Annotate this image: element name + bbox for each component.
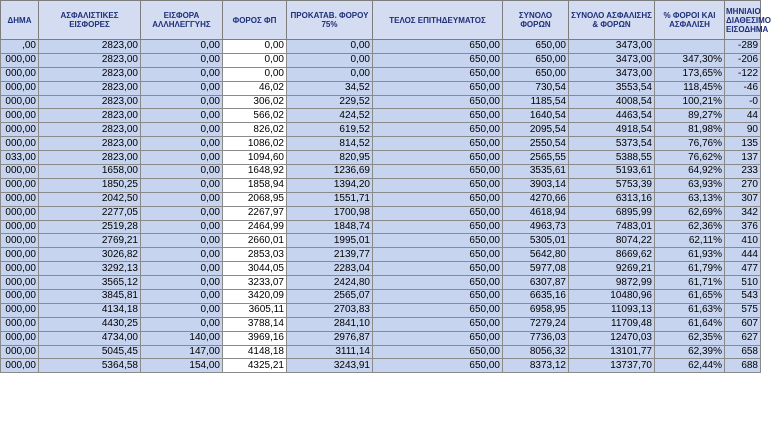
table-cell[interactable]: 8669,62 <box>569 248 655 262</box>
table-cell[interactable]: 650,00 <box>503 67 569 81</box>
table-cell[interactable]: 2277,05 <box>39 206 141 220</box>
table-cell[interactable]: 627 <box>725 331 761 345</box>
table-cell[interactable]: 3845,81 <box>39 290 141 304</box>
table-cell[interactable]: 3535,61 <box>503 165 569 179</box>
table-cell[interactable]: 270 <box>725 178 761 192</box>
table-cell[interactable]: 1850,25 <box>39 178 141 192</box>
table-cell[interactable]: 7736,03 <box>503 331 569 345</box>
table-cell[interactable]: 000,00 <box>1 248 39 262</box>
table-cell[interactable]: 1236,69 <box>287 165 373 179</box>
table-cell[interactable]: 3903,14 <box>503 178 569 192</box>
table-cell[interactable]: 2519,28 <box>39 220 141 234</box>
table-row <box>1 53 761 67</box>
table-cell[interactable]: 2042,50 <box>39 192 141 206</box>
table-cell[interactable]: 1648,92 <box>223 165 287 179</box>
table-row <box>1 262 761 276</box>
table-cell[interactable]: 2550,54 <box>503 137 569 151</box>
table-row <box>1 303 761 317</box>
table-cell[interactable]: 2565,07 <box>287 290 373 304</box>
table-cell[interactable]: 4918,54 <box>569 123 655 137</box>
header-cell[interactable]: ΔΗΜΑ <box>1 1 39 40</box>
table-cell[interactable]: 000,00 <box>1 331 39 345</box>
header-cell[interactable]: ΣΥΝΟΛΟ ΦΟΡΩΝ <box>503 1 569 40</box>
table-cell[interactable]: 2769,21 <box>39 234 141 248</box>
table-cell[interactable]: 820,95 <box>287 151 373 165</box>
table-cell[interactable]: 000,00 <box>1 234 39 248</box>
table-cell[interactable]: 000,00 <box>1 123 39 137</box>
table-cell[interactable]: 76,76% <box>655 137 725 151</box>
table-cell[interactable]: 0,00 <box>223 53 287 67</box>
table-cell[interactable]: 650,00 <box>373 123 503 137</box>
table-cell[interactable]: 1086,02 <box>223 137 287 151</box>
table-row <box>1 290 761 304</box>
table-cell[interactable]: 575 <box>725 303 761 317</box>
table-cell[interactable]: 3233,07 <box>223 276 287 290</box>
table-cell[interactable]: 000,00 <box>1 165 39 179</box>
table-cell[interactable]: -289 <box>725 40 761 54</box>
table-cell[interactable]: 000,00 <box>1 67 39 81</box>
table-cell[interactable]: 10480,96 <box>569 290 655 304</box>
table-cell[interactable]: 543 <box>725 290 761 304</box>
header-cell[interactable]: ΜΗΝΙΑΙΟ ΔΙΑΘΕΣΙΜΟ ΕΙΣΟΔΗΜΑ <box>725 1 761 40</box>
table-cell[interactable]: 0,00 <box>141 81 223 95</box>
table-cell[interactable]: 1394,20 <box>287 178 373 192</box>
table-cell[interactable]: 444 <box>725 248 761 262</box>
table-cell[interactable]: 000,00 <box>1 192 39 206</box>
table-cell[interactable]: 000,00 <box>1 359 39 373</box>
table-row <box>1 109 761 123</box>
table-cell[interactable]: 6958,95 <box>503 303 569 317</box>
header-cell[interactable]: ΤΕΛΟΣ ΕΠΙΤΗΔΕΥΜΑΤΟΣ <box>373 1 503 40</box>
table-cell[interactable]: 13101,77 <box>569 345 655 359</box>
table-cell[interactable]: 650,00 <box>373 192 503 206</box>
table-cell[interactable]: 650,00 <box>373 220 503 234</box>
table-cell[interactable]: 2267,97 <box>223 206 287 220</box>
table-cell[interactable]: 814,52 <box>287 137 373 151</box>
table-row <box>1 317 761 331</box>
table-cell[interactable]: 607 <box>725 317 761 331</box>
table-cell[interactable]: 3473,00 <box>569 53 655 67</box>
table-cell[interactable]: 4008,54 <box>569 95 655 109</box>
table-cell[interactable]: 000,00 <box>1 53 39 67</box>
table-cell[interactable]: 306,02 <box>223 95 287 109</box>
table-cell[interactable]: 0,00 <box>141 137 223 151</box>
table-cell[interactable]: 650,00 <box>373 206 503 220</box>
table-cell[interactable]: 650,00 <box>373 234 503 248</box>
table-cell[interactable]: 5364,58 <box>39 359 141 373</box>
table-cell[interactable]: -0 <box>725 95 761 109</box>
table-row <box>1 206 761 220</box>
table-cell[interactable]: 0,00 <box>223 67 287 81</box>
table-cell[interactable]: 1185,54 <box>503 95 569 109</box>
header-cell[interactable]: % ΦΟΡΟΙ ΚΑΙ ΑΣΦΑΛΙΣΗ <box>655 1 725 40</box>
table-cell[interactable]: 61,64% <box>655 317 725 331</box>
table-cell[interactable]: 61,79% <box>655 262 725 276</box>
header-cell[interactable]: ΠΡΟΚΑΤΑΒ. ΦΟΡΟΥ 75% <box>287 1 373 40</box>
table-cell[interactable]: 62,44% <box>655 359 725 373</box>
table-cell[interactable]: 0,00 <box>141 290 223 304</box>
header-cell[interactable]: ΣΥΝΟΛΟ ΑΣΦΑΛΙΣΗΣ & ΦΟΡΩΝ <box>569 1 655 40</box>
table-cell[interactable]: 650,00 <box>373 303 503 317</box>
table-cell[interactable]: 0,00 <box>141 40 223 54</box>
table-cell[interactable]: 2823,00 <box>39 67 141 81</box>
table-cell[interactable]: 7279,24 <box>503 317 569 331</box>
table-cell[interactable]: 650,00 <box>373 137 503 151</box>
table-cell[interactable]: 1551,71 <box>287 192 373 206</box>
table-cell[interactable]: 100,21% <box>655 95 725 109</box>
table-cell[interactable]: 0,00 <box>141 165 223 179</box>
table-row <box>1 67 761 81</box>
table-cell[interactable]: 0,00 <box>141 192 223 206</box>
table-cell[interactable]: 5388,55 <box>569 151 655 165</box>
table-cell[interactable]: 650,00 <box>373 178 503 192</box>
table-cell[interactable]: 0,00 <box>141 67 223 81</box>
table-cell[interactable]: 4618,94 <box>503 206 569 220</box>
table-cell[interactable]: 650,00 <box>373 81 503 95</box>
table-row <box>1 137 761 151</box>
table-cell[interactable]: 61,63% <box>655 303 725 317</box>
table-cell[interactable]: 1640,54 <box>503 109 569 123</box>
table-cell[interactable]: 1858,94 <box>223 178 287 192</box>
table-cell[interactable]: 650,00 <box>373 165 503 179</box>
table-row <box>1 151 761 165</box>
header-row <box>1 1 761 40</box>
table-cell[interactable]: 5753,39 <box>569 178 655 192</box>
table-cell[interactable]: 2841,10 <box>287 317 373 331</box>
table-cell[interactable]: 0,00 <box>141 303 223 317</box>
table-cell[interactable]: 173,65% <box>655 67 725 81</box>
table-body <box>1 40 761 373</box>
header-cell[interactable]: ΑΣΦΑΛΙΣΤΙΚΕΣ ΕΙΣΦΟΡΕΣ <box>39 1 141 40</box>
table-cell[interactable]: 0,00 <box>141 220 223 234</box>
table-cell[interactable]: 76,62% <box>655 151 725 165</box>
table-cell[interactable]: 826,02 <box>223 123 287 137</box>
table-cell[interactable]: 0,00 <box>141 53 223 67</box>
table-cell[interactable]: 3473,00 <box>569 67 655 81</box>
table-cell[interactable]: 650,00 <box>373 290 503 304</box>
table-cell[interactable]: 81,98% <box>655 123 725 137</box>
table-cell[interactable]: 0,00 <box>287 67 373 81</box>
table-cell[interactable]: 0,00 <box>287 40 373 54</box>
table-cell[interactable]: 000,00 <box>1 81 39 95</box>
table-cell[interactable]: 0,00 <box>141 109 223 123</box>
table-cell[interactable]: 135 <box>725 137 761 151</box>
table-cell[interactable]: 000,00 <box>1 345 39 359</box>
table-cell[interactable]: 000,00 <box>1 262 39 276</box>
table-cell[interactable]: 650,00 <box>373 345 503 359</box>
table-cell[interactable]: 376 <box>725 220 761 234</box>
table-cell[interactable]: 11093,13 <box>569 303 655 317</box>
table-cell[interactable]: 5305,01 <box>503 234 569 248</box>
table-cell[interactable]: 650,00 <box>373 67 503 81</box>
table-cell[interactable]: 658 <box>725 345 761 359</box>
table-cell[interactable]: 61,65% <box>655 290 725 304</box>
table-cell[interactable]: 4463,54 <box>569 109 655 123</box>
table-cell[interactable]: 3605,11 <box>223 303 287 317</box>
table-cell[interactable]: 90 <box>725 123 761 137</box>
table-cell[interactable]: 6313,16 <box>569 192 655 206</box>
table-cell[interactable]: 5977,08 <box>503 262 569 276</box>
table-cell[interactable]: 477 <box>725 262 761 276</box>
table-cell[interactable]: 000,00 <box>1 317 39 331</box>
table-cell[interactable]: 0,00 <box>141 95 223 109</box>
table-cell[interactable]: 000,00 <box>1 220 39 234</box>
table-row <box>1 331 761 345</box>
table-cell[interactable]: 2283,04 <box>287 262 373 276</box>
table-cell[interactable]: 62,11% <box>655 234 725 248</box>
table-cell[interactable]: 650,00 <box>373 248 503 262</box>
table-cell[interactable]: 61,93% <box>655 248 725 262</box>
table-cell[interactable]: 62,69% <box>655 206 725 220</box>
table-cell[interactable]: 4270,66 <box>503 192 569 206</box>
table-cell[interactable]: 2068,95 <box>223 192 287 206</box>
table-cell[interactable]: 0,00 <box>141 178 223 192</box>
table-cell[interactable]: 650,00 <box>373 317 503 331</box>
table-cell[interactable]: 2823,00 <box>39 81 141 95</box>
table-cell[interactable]: 9269,21 <box>569 262 655 276</box>
table-cell[interactable]: 2976,87 <box>287 331 373 345</box>
table-cell[interactable]: 0,00 <box>141 262 223 276</box>
table-cell[interactable]: 000,00 <box>1 206 39 220</box>
table-cell[interactable]: 3026,82 <box>39 248 141 262</box>
table-row <box>1 40 761 54</box>
header-cell[interactable]: ΦΟΡΟΣ ΦΠ <box>223 1 287 40</box>
table-cell[interactable]: 233 <box>725 165 761 179</box>
table-cell[interactable]: 650,00 <box>373 95 503 109</box>
table-row <box>1 276 761 290</box>
table-cell[interactable]: 34,52 <box>287 81 373 95</box>
table-cell[interactable]: 688 <box>725 359 761 373</box>
table-cell[interactable]: 2095,54 <box>503 123 569 137</box>
table-cell[interactable]: 0,00 <box>141 276 223 290</box>
table-cell[interactable]: 62,36% <box>655 220 725 234</box>
table-cell[interactable]: 3565,12 <box>39 276 141 290</box>
table-cell[interactable]: 650,00 <box>503 40 569 54</box>
table-cell[interactable]: 147,00 <box>141 345 223 359</box>
table-cell[interactable]: 510 <box>725 276 761 290</box>
table-cell[interactable]: 2823,00 <box>39 123 141 137</box>
table-cell[interactable]: 1658,00 <box>39 165 141 179</box>
table-cell[interactable]: 6895,99 <box>569 206 655 220</box>
table-cell[interactable]: 3292,13 <box>39 262 141 276</box>
table-cell[interactable]: 3788,14 <box>223 317 287 331</box>
table-cell[interactable]: 0,00 <box>141 317 223 331</box>
table-cell[interactable]: 2823,00 <box>39 109 141 123</box>
table-cell[interactable]: 424,52 <box>287 109 373 123</box>
table-cell[interactable]: 0,00 <box>287 53 373 67</box>
table-cell[interactable]: 000,00 <box>1 276 39 290</box>
table-cell[interactable]: 2823,00 <box>39 40 141 54</box>
table-cell[interactable]: 0,00 <box>141 123 223 137</box>
table-row <box>1 165 761 179</box>
table-cell[interactable]: 347,30% <box>655 53 725 67</box>
table-cell[interactable]: 6307,87 <box>503 276 569 290</box>
table-cell[interactable]: 89,27% <box>655 109 725 123</box>
table-cell[interactable]: 000,00 <box>1 95 39 109</box>
table-cell[interactable]: 8074,22 <box>569 234 655 248</box>
table-cell[interactable]: 3243,91 <box>287 359 373 373</box>
table-cell[interactable]: 650,00 <box>373 262 503 276</box>
table-row <box>1 192 761 206</box>
table-cell[interactable]: 410 <box>725 234 761 248</box>
table-cell[interactable]: 4430,25 <box>39 317 141 331</box>
table-cell[interactable]: 650,00 <box>373 109 503 123</box>
table-cell[interactable]: 137 <box>725 151 761 165</box>
table-cell[interactable]: 2823,00 <box>39 137 141 151</box>
table-row <box>1 95 761 109</box>
table-cell[interactable]: 2565,55 <box>503 151 569 165</box>
table-cell[interactable]: 566,02 <box>223 109 287 123</box>
table-cell[interactable]: 033,00 <box>1 151 39 165</box>
table-cell[interactable]: 154,00 <box>141 359 223 373</box>
table-cell[interactable]: 0,00 <box>223 40 287 54</box>
table-cell[interactable]: 46,02 <box>223 81 287 95</box>
table-row <box>1 359 761 373</box>
table-cell[interactable]: 342 <box>725 206 761 220</box>
table-cell[interactable]: 2139,77 <box>287 248 373 262</box>
table-cell[interactable]: -206 <box>725 53 761 67</box>
table-cell[interactable]: 730,54 <box>503 81 569 95</box>
table-cell[interactable]: 3553,54 <box>569 81 655 95</box>
table-cell[interactable]: 5193,61 <box>569 165 655 179</box>
table-cell[interactable]: 4963,73 <box>503 220 569 234</box>
table-cell[interactable]: 5373,54 <box>569 137 655 151</box>
table-cell[interactable]: 2823,00 <box>39 151 141 165</box>
table-cell[interactable]: 0,00 <box>141 248 223 262</box>
table-cell[interactable]: 8373,12 <box>503 359 569 373</box>
table-row <box>1 81 761 95</box>
table-cell[interactable]: 000,00 <box>1 290 39 304</box>
table-cell[interactable]: -122 <box>725 67 761 81</box>
table-cell[interactable]: 6635,16 <box>503 290 569 304</box>
table-cell[interactable]: 650,00 <box>373 40 503 54</box>
table-row <box>1 178 761 192</box>
table-cell[interactable]: 2823,00 <box>39 53 141 67</box>
table-cell[interactable]: 118,45% <box>655 81 725 95</box>
table-row <box>1 220 761 234</box>
table-cell[interactable]: 000,00 <box>1 137 39 151</box>
table-cell[interactable]: 8056,32 <box>503 345 569 359</box>
table-cell[interactable]: 62,39% <box>655 345 725 359</box>
table-cell[interactable]: 2660,01 <box>223 234 287 248</box>
table-cell[interactable]: 62,35% <box>655 331 725 345</box>
table-cell[interactable]: 3420,09 <box>223 290 287 304</box>
table-cell[interactable]: 1700,98 <box>287 206 373 220</box>
table-cell[interactable] <box>655 40 725 54</box>
table-cell[interactable]: 4734,00 <box>39 331 141 345</box>
table-cell[interactable]: 13737,70 <box>569 359 655 373</box>
table-cell[interactable]: 1094,60 <box>223 151 287 165</box>
table-cell[interactable]: 000,00 <box>1 303 39 317</box>
table-cell[interactable]: 2853,03 <box>223 248 287 262</box>
table-cell[interactable]: 44 <box>725 109 761 123</box>
table-cell[interactable]: 650,00 <box>373 331 503 345</box>
table-cell[interactable]: 0,00 <box>141 234 223 248</box>
table-cell[interactable]: 3044,05 <box>223 262 287 276</box>
header-cell[interactable]: ΕΙΣΦΟΡΑ ΑΛΛΗΛΕΓΓΥΗΣ <box>141 1 223 40</box>
table-cell[interactable]: 4134,18 <box>39 303 141 317</box>
table-cell[interactable]: 1848,74 <box>287 220 373 234</box>
table-row <box>1 248 761 262</box>
table-cell[interactable]: 3969,16 <box>223 331 287 345</box>
table-cell[interactable]: 4148,18 <box>223 345 287 359</box>
table-cell[interactable]: ,00 <box>1 40 39 54</box>
table-cell[interactable]: 7483,01 <box>569 220 655 234</box>
table-cell[interactable]: 63,13% <box>655 192 725 206</box>
table-cell[interactable]: -46 <box>725 81 761 95</box>
table-cell[interactable]: 2703,83 <box>287 303 373 317</box>
table-cell[interactable]: 2823,00 <box>39 95 141 109</box>
table-cell[interactable]: 1995,01 <box>287 234 373 248</box>
table-cell[interactable]: 5045,45 <box>39 345 141 359</box>
table-cell[interactable]: 64,92% <box>655 165 725 179</box>
table-cell[interactable]: 63,93% <box>655 178 725 192</box>
table-cell[interactable]: 650,00 <box>373 151 503 165</box>
table-cell[interactable]: 0,00 <box>141 206 223 220</box>
table-cell[interactable]: 0,00 <box>141 151 223 165</box>
table-cell[interactable]: 229,52 <box>287 95 373 109</box>
table-cell[interactable]: 000,00 <box>1 109 39 123</box>
table-cell[interactable]: 140,00 <box>141 331 223 345</box>
table-cell[interactable]: 650,00 <box>373 359 503 373</box>
table-cell[interactable]: 9872,99 <box>569 276 655 290</box>
table-row <box>1 234 761 248</box>
table-cell[interactable]: 000,00 <box>1 178 39 192</box>
table-cell[interactable]: 12470,03 <box>569 331 655 345</box>
table-cell[interactable]: 650,00 <box>373 53 503 67</box>
table-cell[interactable]: 5642,80 <box>503 248 569 262</box>
table-cell[interactable]: 2424,80 <box>287 276 373 290</box>
table-row <box>1 345 761 359</box>
table-cell[interactable]: 2464,99 <box>223 220 287 234</box>
table-cell[interactable]: 650,00 <box>503 53 569 67</box>
table-cell[interactable]: 650,00 <box>373 276 503 290</box>
table-cell[interactable]: 61,71% <box>655 276 725 290</box>
table-cell[interactable]: 307 <box>725 192 761 206</box>
table-cell[interactable]: 11709,48 <box>569 317 655 331</box>
table-row <box>1 123 761 137</box>
table-cell[interactable]: 4325,21 <box>223 359 287 373</box>
table-cell[interactable]: 3111,14 <box>287 345 373 359</box>
table-cell[interactable]: 619,52 <box>287 123 373 137</box>
table-cell[interactable]: 3473,00 <box>569 40 655 54</box>
